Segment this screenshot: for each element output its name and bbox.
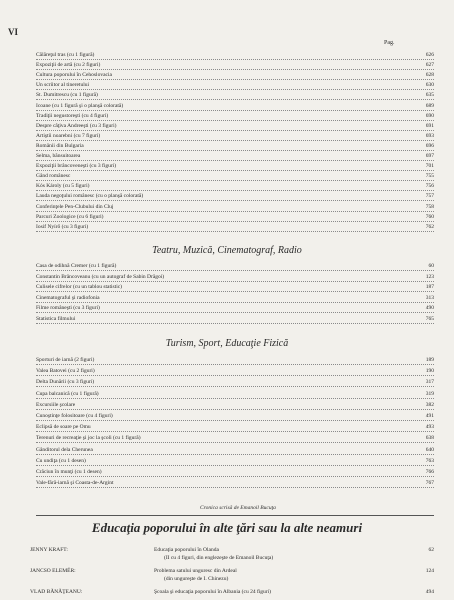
toc-entry bbox=[36, 378, 434, 387]
toc-entry-page: 60 bbox=[428, 263, 434, 269]
toc-entry-page: 490 bbox=[425, 305, 434, 311]
chronicle-credit: Cronica scrisă de Emanoil Bucuţa bbox=[200, 505, 276, 511]
contribution-entry bbox=[30, 588, 434, 596]
toc-entry-page: 187 bbox=[425, 284, 434, 290]
toc-entry-page: 626 bbox=[425, 52, 434, 58]
toc-entry-title: Kós Károly (cu 5 figuri) bbox=[36, 183, 90, 190]
divider bbox=[36, 515, 434, 516]
contribution-note: (din ungureşte de I. Chinezu) bbox=[164, 576, 229, 582]
toc-entry-page: 755 bbox=[425, 173, 434, 180]
contribution-title: Şcoala şi educaţia poporului în Albania (cu 24 figuri) bbox=[154, 589, 271, 595]
toc-entry-title: Parcuri Zoologice (cu 6 figuri) bbox=[36, 213, 104, 220]
toc-entry bbox=[36, 401, 434, 410]
toc-entry bbox=[36, 468, 434, 477]
toc-entry bbox=[36, 294, 434, 303]
toc-entry-title: Cu undiţa (cu 1 desen) bbox=[36, 457, 86, 464]
toc-entry bbox=[36, 479, 434, 488]
toc-entry-page: 630 bbox=[425, 82, 434, 89]
toc-entry-page: 758 bbox=[425, 203, 434, 210]
toc-entry bbox=[36, 367, 434, 376]
toc-entry-page: 319 bbox=[425, 390, 434, 397]
toc-entry-page: 690 bbox=[425, 112, 434, 119]
toc-entry-title: Conferinţele Pen-Clubului din Cluj bbox=[36, 203, 114, 210]
toc-entry-title: Eclipsă de soare pe Omu bbox=[36, 424, 91, 431]
toc-entry-title: St. Dumitrescu (cu 1 figură) bbox=[36, 92, 98, 99]
toc-entry-page: 765 bbox=[425, 315, 434, 322]
toc-entry-title: Lauda negoţului românesc (cu o planşă colorată) bbox=[36, 193, 144, 200]
toc-entry-title: Gând românesc bbox=[36, 173, 71, 180]
toc-entry bbox=[36, 142, 434, 151]
toc-entry bbox=[36, 262, 434, 271]
toc-entry-title: Filme româneşti (cu 3 figuri) bbox=[36, 305, 100, 311]
toc-entry bbox=[36, 213, 434, 222]
toc-entry bbox=[36, 390, 434, 399]
toc-entry-title: Casa de odihnă Cremer (cu 1 figură) bbox=[36, 263, 117, 269]
toc-entry bbox=[36, 182, 434, 191]
toc-entry bbox=[36, 434, 434, 443]
toc-entry bbox=[36, 283, 434, 292]
toc-entry-title: Vale-fără-iarnă şi Coasta-de-Argint bbox=[36, 480, 114, 487]
toc-entry bbox=[36, 152, 434, 161]
toc-entry-title: Cultura poporului în Cehoslovacia bbox=[36, 72, 112, 79]
contribution-entry bbox=[30, 567, 434, 575]
toc-entry-page: 760 bbox=[425, 213, 434, 220]
contribution-page: 124 bbox=[425, 568, 434, 574]
toc-entry-title: Delta Dunării (cu 3 figuri) bbox=[36, 379, 95, 386]
toc-entry-title: Icoane (cu 1 figură şi o planşă colorată) bbox=[36, 102, 124, 109]
pag-label: Pag. bbox=[384, 40, 395, 46]
toc-entry-page: 757 bbox=[425, 193, 434, 200]
toc-entry-title: Cunoştinţe folositoare (cu 4 figuri) bbox=[36, 413, 113, 419]
toc-entry bbox=[36, 315, 434, 324]
toc-entry-title: Constantin Brâncoveanu (cu un autograf de Sabin Drăgoi) bbox=[36, 273, 165, 280]
contribution-title: Problema satului unguresc din Ardeal bbox=[154, 568, 237, 574]
toc-entry bbox=[36, 356, 434, 365]
toc-entry-page: 697 bbox=[425, 153, 434, 159]
contribution-author: VLAD BĂNĂŢEANU: bbox=[30, 589, 83, 595]
toc-entry-page: 693 bbox=[425, 132, 434, 139]
toc-entry-page: 689 bbox=[425, 102, 434, 109]
section-title-education: Educaţia poporului în alte ţări sau la alte neamuri bbox=[91, 520, 363, 535]
toc-entry-title: Excursiile şcolare bbox=[36, 401, 76, 408]
contribution-title: Educaţia poporului în Olanda bbox=[154, 547, 219, 553]
toc-entry-page: 763 bbox=[425, 457, 434, 464]
toc-entry bbox=[36, 91, 434, 100]
toc-entry-page: 491 bbox=[425, 413, 434, 419]
toc-entry-title: Un scriitor al tineretului bbox=[36, 82, 89, 89]
toc-entry-page: 756 bbox=[425, 183, 434, 190]
toc-entry-page: 627 bbox=[425, 62, 434, 69]
toc-entry-title: Despre câţiva Andreeşti (cu 3 figuri) bbox=[36, 122, 117, 129]
toc-entry bbox=[36, 457, 434, 466]
toc-entry-page: 189 bbox=[425, 357, 434, 363]
toc-entry bbox=[36, 112, 434, 121]
toc-entry bbox=[36, 132, 434, 141]
toc-entry bbox=[36, 446, 434, 455]
toc-entry bbox=[36, 192, 434, 201]
toc-entry-title: Cinematograful şi radiofonia bbox=[36, 294, 100, 301]
section-title-tourism: Turism, Sport, Educaţie Fizică bbox=[165, 338, 289, 349]
toc-entry-page: 696 bbox=[425, 142, 434, 149]
toc-entry-title: Statistica filmului bbox=[36, 315, 76, 322]
toc-entry-title: Călăreţul tras (cu 1 figură) bbox=[36, 52, 95, 58]
toc-entry-page: 638 bbox=[425, 435, 434, 442]
toc-entry-title: Selma, bănsuitoarea bbox=[36, 153, 81, 159]
toc-entry-page: 313 bbox=[425, 294, 434, 301]
toc-entry-page: 762 bbox=[425, 223, 434, 230]
toc-entry-title: Crăciun în munţi (cu 1 desen) bbox=[36, 469, 102, 475]
toc-entry-title: Expoziţii de artă (cu 2 figuri) bbox=[36, 62, 101, 69]
toc-entry bbox=[36, 412, 434, 421]
toc-entry-page: 493 bbox=[425, 424, 434, 431]
toc-entry bbox=[36, 81, 434, 90]
toc-entry-page: 691 bbox=[425, 122, 434, 129]
toc-entry-page: 317 bbox=[425, 379, 434, 386]
section-title-theatre: Teatru, Muzică, Cinematograf, Radio bbox=[152, 245, 302, 256]
toc-entry-title: Artiştii noarebni (cu 7 figuri) bbox=[36, 132, 101, 139]
toc-entry-page: 123 bbox=[425, 273, 434, 280]
toc-entry bbox=[36, 51, 434, 60]
toc-entry bbox=[36, 122, 434, 131]
toc-entry-title: Terenuri de recreaţie şi joc la şcoli (cu 1 figură) bbox=[36, 435, 141, 442]
contribution-author: JENNY KRAFT: bbox=[30, 547, 68, 553]
toc-entry-title: Expoziţii brâncoveneşti (cu 3 figuri) bbox=[36, 163, 117, 170]
contribution-page: 494 bbox=[425, 589, 434, 595]
toc-entry bbox=[36, 273, 434, 282]
toc-entry-title: Tradiţii negustoreşti (cu 4 figuri) bbox=[36, 112, 109, 119]
toc-entry bbox=[36, 203, 434, 212]
toc-entry-title: Valea Batovei (cu 2 figuri) bbox=[36, 368, 95, 375]
toc-entry bbox=[36, 304, 434, 313]
toc-entry bbox=[36, 423, 434, 432]
toc-entry bbox=[36, 223, 434, 232]
toc-entry-page: 766 bbox=[425, 469, 434, 475]
toc-entry-title: Culisele cifrelor (cu un tablou statistic) bbox=[36, 284, 122, 290]
toc-entry-title: Românii din Bulgaria bbox=[36, 142, 84, 149]
toc-entry-page: 635 bbox=[425, 92, 434, 99]
toc-entry bbox=[36, 102, 434, 111]
toc-entry-title: Sporturi de iarnă (2 figuri) bbox=[36, 357, 95, 363]
toc-entry-page: 628 bbox=[425, 72, 434, 79]
contribution-page: 62 bbox=[428, 547, 434, 553]
toc-entry-page: 640 bbox=[425, 446, 434, 453]
toc-entry bbox=[36, 162, 434, 171]
toc-entry-title: Cupa balcanică (cu 1 figură) bbox=[36, 390, 99, 397]
contribution-author: JANCSO ELEMÉR: bbox=[30, 568, 76, 574]
contribution-entry bbox=[30, 546, 434, 554]
toc-entry-page: 382 bbox=[425, 401, 434, 408]
toc-entry-page: 701 bbox=[425, 163, 434, 170]
toc-entry-title: Gânditorul dela Cherunea bbox=[36, 446, 93, 453]
toc-entry-page: 190 bbox=[425, 368, 434, 375]
contribution-note: (II cu 4 figuri, din englezeşte de Emanoil Bucuţa) bbox=[164, 555, 274, 561]
page-number: VI bbox=[8, 27, 19, 37]
toc-entry bbox=[36, 61, 434, 70]
toc-entry-title: Iosif Nyírő (cu 3 figuri) bbox=[36, 223, 89, 230]
toc-entry-page: 767 bbox=[425, 480, 434, 487]
toc-entry bbox=[36, 172, 434, 181]
toc-entry bbox=[36, 71, 434, 80]
